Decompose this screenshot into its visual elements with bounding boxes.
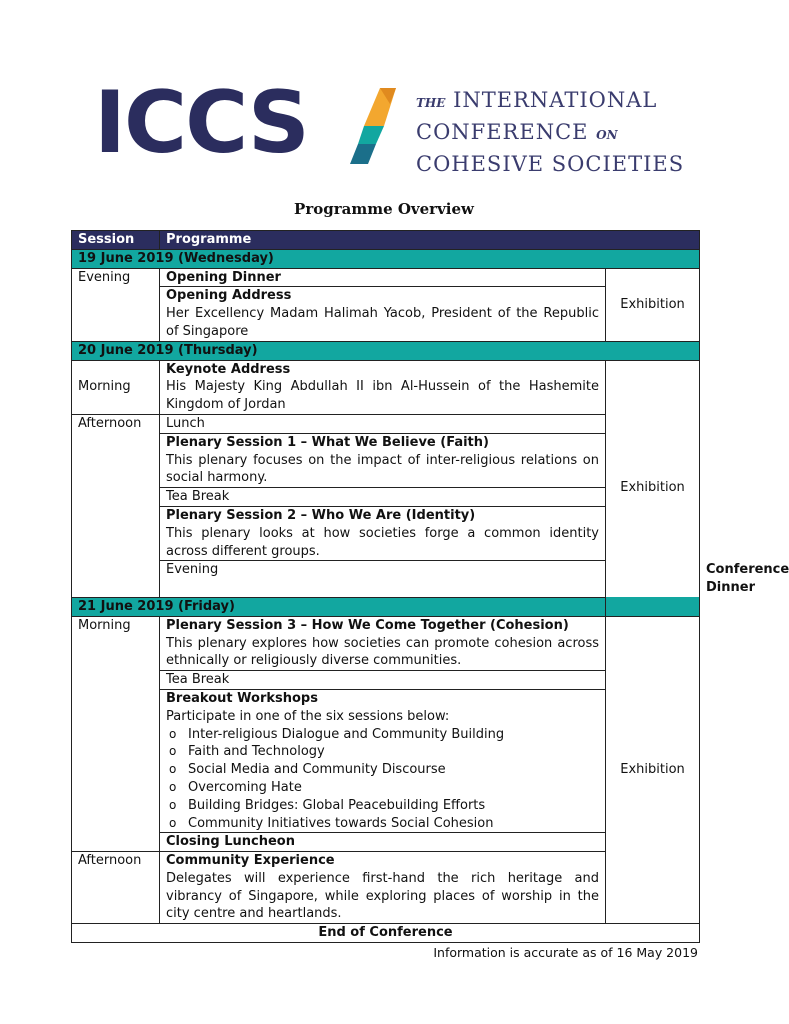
list-item: o Building Bridges: Global Peacebuilding Efforts (166, 797, 599, 815)
table-row (72, 268, 700, 287)
programme-cell: Opening Dinner (160, 268, 606, 287)
table-row (72, 360, 700, 414)
exhibition-cell: Exhibition (606, 268, 700, 341)
item-title: Plenary Session 2 – Who We Are (Identity) (166, 507, 476, 523)
item-desc: This plenary focuses on the impact of inter-religious relations on social harmony. (166, 452, 599, 486)
table-header-row (72, 231, 700, 250)
day-row (72, 597, 700, 616)
iccs-logo (94, 73, 694, 176)
header-session: Session (72, 231, 160, 250)
item-title: Plenary Session 3 – How We Come Together (Cohesion) (166, 617, 569, 633)
list-item: o Social Media and Community Discourse (166, 761, 599, 779)
programme-cell (160, 616, 606, 670)
programme-cell (160, 852, 606, 924)
session-cell: Evening (160, 561, 606, 598)
programme-cell: Tea Break (160, 488, 606, 507)
programme-cell (160, 506, 606, 560)
end-of-conference: End of Conference (72, 924, 700, 943)
table-row (72, 488, 700, 507)
table-row: Evening Conference Dinner (72, 561, 700, 598)
item-title: Breakout Workshops (166, 690, 318, 706)
programme-cell (160, 433, 606, 487)
day2-label: 20 June 2019 (Thursday) (72, 341, 700, 360)
list-item: o Faith and Technology (166, 743, 599, 761)
programme-cell (160, 360, 606, 414)
table-row (72, 833, 700, 852)
table-row (72, 616, 700, 670)
list-item: o Inter-religious Dialogue and Community Building (166, 726, 599, 744)
session-cell: Afternoon (72, 852, 160, 924)
logo-line3: COHESIVE SOCIETIES (416, 152, 685, 176)
exhibition-cell: Exhibition (606, 616, 700, 924)
table-row (72, 287, 700, 341)
footer-note: Information is accurate as of 16 May 2019 (433, 945, 698, 960)
day3-label: 21 June 2019 (Friday) (72, 597, 700, 616)
item-desc: Her Excellency Madam Halimah Yacob, President of the Republic of Singapore (166, 306, 599, 339)
logo-conference-name (416, 86, 684, 179)
item-title: Plenary Session 1 – What We Believe (Faith) (166, 434, 489, 450)
table-row (72, 852, 700, 924)
day-row (72, 249, 700, 268)
item-desc: This plenary explores how societies can promote cohesion across ethnically or religiously diverse communities. (166, 635, 599, 669)
table-row (72, 671, 700, 690)
item-desc: His Majesty King Abdullah II ibn Al-Hussein of the Hashemite Kingdom of Jordan (166, 379, 599, 413)
session-cell: Afternoon (72, 414, 160, 597)
item-title: Keynote Address (166, 361, 291, 377)
logo-the: THE (416, 96, 446, 110)
programme-cell: Closing Luncheon (160, 833, 606, 852)
list-item: o Community Initiatives towards Social Cohesion (166, 815, 599, 833)
programme-cell (160, 287, 606, 341)
session-cell: Evening (72, 268, 160, 341)
logo-on: ON (596, 128, 618, 142)
page-title: Programme Overview (294, 200, 474, 218)
item-desc: This plenary looks at how societies forge a common identity across different groups. (166, 525, 599, 559)
day-row (72, 341, 700, 360)
programme-table (71, 230, 789, 943)
day1-label: 19 June 2019 (Wednesday) (72, 249, 700, 268)
table-row (72, 924, 700, 943)
session-cell: Morning (72, 360, 160, 414)
programme-cell: Lunch (160, 414, 606, 433)
logo-line2: CONFERENCE (416, 120, 589, 144)
table-row (72, 414, 700, 433)
logo-mark-icon (346, 86, 396, 166)
header-programme: Programme (160, 231, 700, 250)
logo-line1: INTERNATIONAL (453, 88, 658, 112)
programme-cell (160, 689, 606, 832)
workshop-list (166, 726, 599, 833)
session-cell: Morning (72, 616, 160, 851)
item-title: Community Experience (166, 853, 335, 869)
item-desc: Delegates will experience first-hand the rich heritage and vibrancy of Singapore, while exploring places of worship in the city centre and heartlands. (166, 870, 599, 922)
table-row (72, 689, 700, 832)
item-desc: Participate in one of the six sessions below: (166, 708, 450, 724)
programme-cell: Tea Break (160, 671, 606, 690)
logo-wordmark: ICCS (94, 73, 308, 173)
table-row (72, 433, 700, 487)
list-item: o Overcoming Hate (166, 779, 599, 797)
item-title: Opening Address (166, 288, 292, 304)
table-row (72, 506, 700, 560)
exhibition-cell: Exhibition (606, 360, 700, 616)
